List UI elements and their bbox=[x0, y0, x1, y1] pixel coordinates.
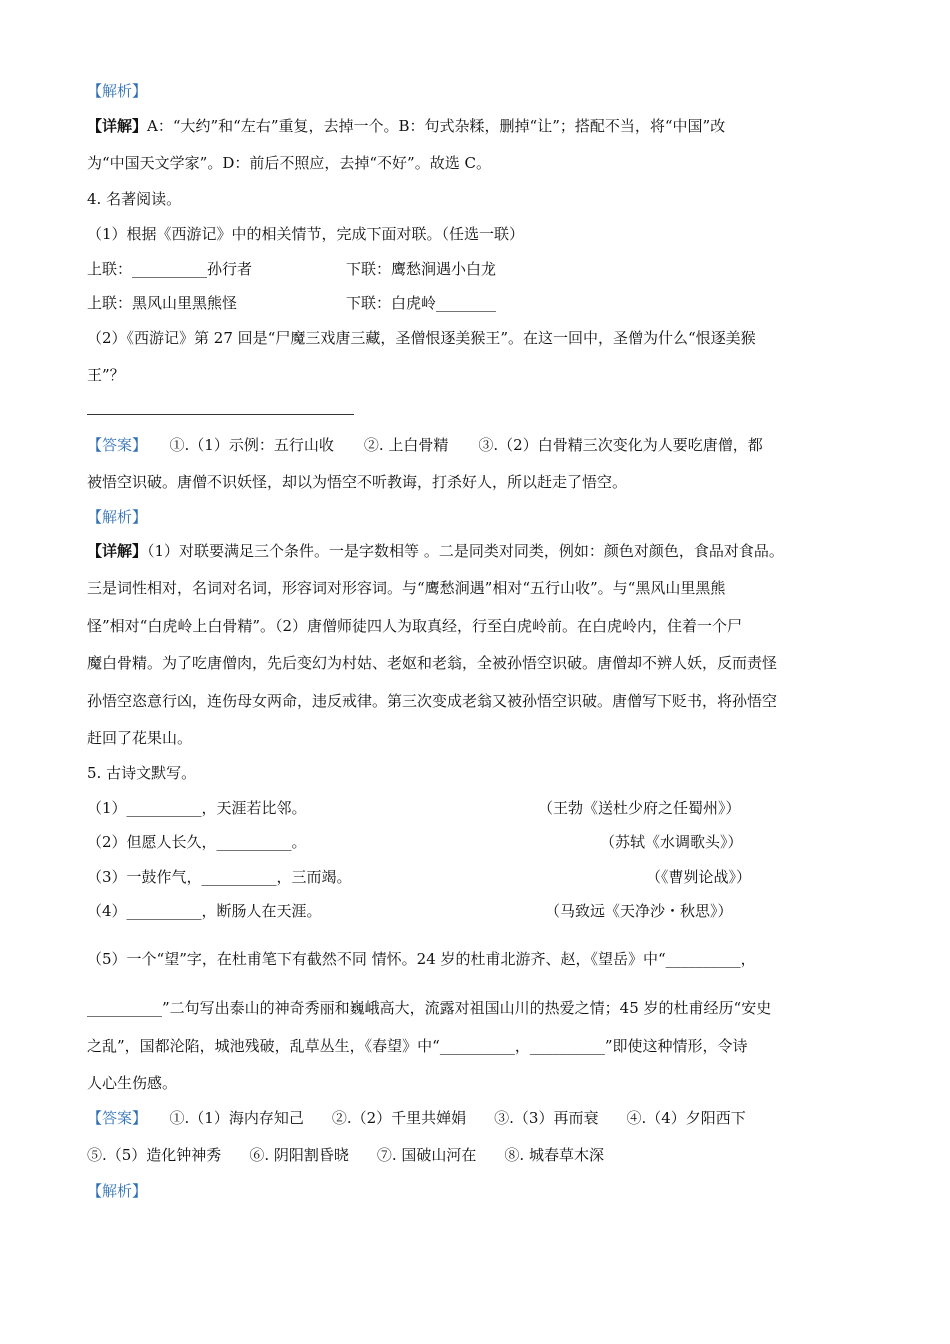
q4-answer-line-2: 被悟空识破。唐僧不识妖怪，却以为悟空不听教诲，打杀好人，所以赶走了悟空。 bbox=[87, 473, 628, 491]
q4-detail-text-1: （1）对联要满足三个条件。一是字数相等 。二是同类对同类，例如：颜色对颜色，食品对食品。 bbox=[147, 542, 784, 560]
q5-part5-line-4: 人心生伤感。 bbox=[87, 1074, 178, 1092]
q5-answer-2: ②.（2）千里共婵娟 bbox=[331, 1109, 467, 1127]
q4-part2-line-1: （2）《西游记》第 27 回是“尸魔三戏唐三藏，圣僧恨逐美猴王”。在这一回中，圣僧为什么“恨逐美猴 bbox=[87, 329, 756, 347]
q4-detail-line-1 bbox=[87, 540, 784, 562]
q5-item-3: （3）一鼓作气，__________，三而竭。 bbox=[87, 868, 352, 886]
q5-item-4: （4）__________，断肠人在天涯。 bbox=[87, 902, 322, 920]
q4-detail-line-3: 怪”相对“白虎岭上白骨精”。（2）唐僧师徒四人为取真经，行至白虎岭前。在白虎岭内，住着一个尸 bbox=[87, 617, 743, 635]
q4-analysis-tag: 【解析】 bbox=[87, 508, 148, 526]
q4-part1: （1）根据《西游记》中的相关情节，完成下面对联。（任选一联） bbox=[87, 225, 525, 243]
q4-detail-line-4: 魔白骨精。为了吃唐僧肉，先后变幻为村姑、老妪和老翁，全被孙悟空识破。唐僧却不辨人妖，反而责怪 bbox=[87, 654, 778, 672]
q5-item-3-source: （《曹刿论战》） bbox=[646, 868, 752, 886]
q3-detail-tag: 【详解】 bbox=[87, 117, 148, 135]
q5-part5-line-2: __________”二句写出泰山的神奇秀丽和巍峨高大，流露对祖国山川的热爱之情；45 岁的杜甫经历“安史 bbox=[87, 999, 772, 1017]
q5-answer-6: ⑥. 阴阳割昏晓 bbox=[249, 1146, 349, 1164]
q4-couplet1-down: 下联：鹰愁涧遇小白龙 bbox=[346, 260, 497, 278]
q3-detail-text-1: A：“大约”和“左右”重复，去掉一个。B：句式杂糅，删掉“让”；搭配不当，将“中国”改 bbox=[147, 117, 726, 135]
q5-analysis-tag: 【解析】 bbox=[87, 1182, 148, 1200]
q4-detail-line-6: 赶回了花果山。 bbox=[87, 729, 193, 747]
q5-answer-8: ⑧. 城春草木深 bbox=[504, 1146, 604, 1164]
answer-line bbox=[87, 414, 354, 415]
q4-title: 4. 名著阅读。 bbox=[87, 190, 182, 208]
q4-couplet2-down: 下联：白虎岭________ bbox=[346, 294, 497, 312]
q5-item-1: （1）__________，天涯若比邻。 bbox=[87, 799, 307, 817]
q5-item-1-source: （王勃《送杜少府之任蜀州》） bbox=[538, 799, 741, 817]
q4-couplet1-up: 上联：__________孙行者 bbox=[87, 260, 253, 278]
q3-detail-line-2: 为“中国天文学家”。D：前后不照应，去掉“不好”。故选 C。 bbox=[87, 154, 491, 172]
q5-answer-tag: 【答案】 bbox=[87, 1109, 140, 1127]
q5-item-4-source: （马致远《天净沙・秋思》） bbox=[545, 902, 733, 920]
q4-part2-line-2: 王”？ bbox=[87, 366, 125, 384]
q3-analysis-tag: 【解析】 bbox=[87, 82, 148, 100]
q3-detail-line-1 bbox=[87, 115, 725, 137]
q5-answer-7: ⑦. 国破山河在 bbox=[376, 1146, 477, 1164]
q5-part5-line-3: 之乱”，国都沦陷，城池残破，乱草丛生，《春望》中“__________，__________”即使这种情形，令诗 bbox=[87, 1037, 748, 1055]
q4-detail-tag: 【详解】 bbox=[87, 542, 148, 560]
q5-answer-5: ⑤.（5）造化钟神秀 bbox=[87, 1146, 222, 1164]
q4-answer-line-1 bbox=[87, 434, 763, 456]
q5-title: 5. 古诗文默写。 bbox=[87, 764, 197, 782]
q4-detail-line-2: 三是词性相对，名词对名词，形容词对形容词。与“鹰愁涧遇”相对“五行山收”。与“黑风山里黑熊 bbox=[87, 579, 726, 597]
q5-item-2: （2）但愿人长久，__________。 bbox=[87, 833, 307, 851]
q4-answer-text-1: ①.（1）示例：五行山收 ②. 上白骨精 ③.（2）白骨精三次变化为人要吃唐僧，都 bbox=[169, 436, 763, 454]
q5-answer-1: ①.（1）海内存知己 bbox=[169, 1109, 304, 1127]
q4-couplet2-up: 上联：黑风山里黑熊怪 bbox=[87, 294, 238, 312]
q5-answer-3: ③.（3）再而衰 bbox=[494, 1109, 599, 1127]
q5-item-2-source: （苏轼《水调歌头》） bbox=[600, 833, 743, 851]
q4-answer-tag: 【答案】 bbox=[87, 436, 140, 454]
q5-part5-line-1: （5）一个“望”字，在杜甫笔下有截然不同 情怀。24 岁的杜甫北游齐、赵，《望岳》中“__________， bbox=[87, 950, 756, 968]
q5-answer-4: ④.（4）夕阳西下 bbox=[626, 1109, 746, 1127]
q5-answer-row-2 bbox=[87, 1144, 604, 1166]
q4-detail-line-5: 孙悟空恣意行凶，连伤母女两命，违反戒律。第三次变成老翁又被孙悟空识破。唐僧写下贬书，将孙悟空 bbox=[87, 692, 778, 710]
q5-answer-row-1 bbox=[87, 1107, 746, 1129]
